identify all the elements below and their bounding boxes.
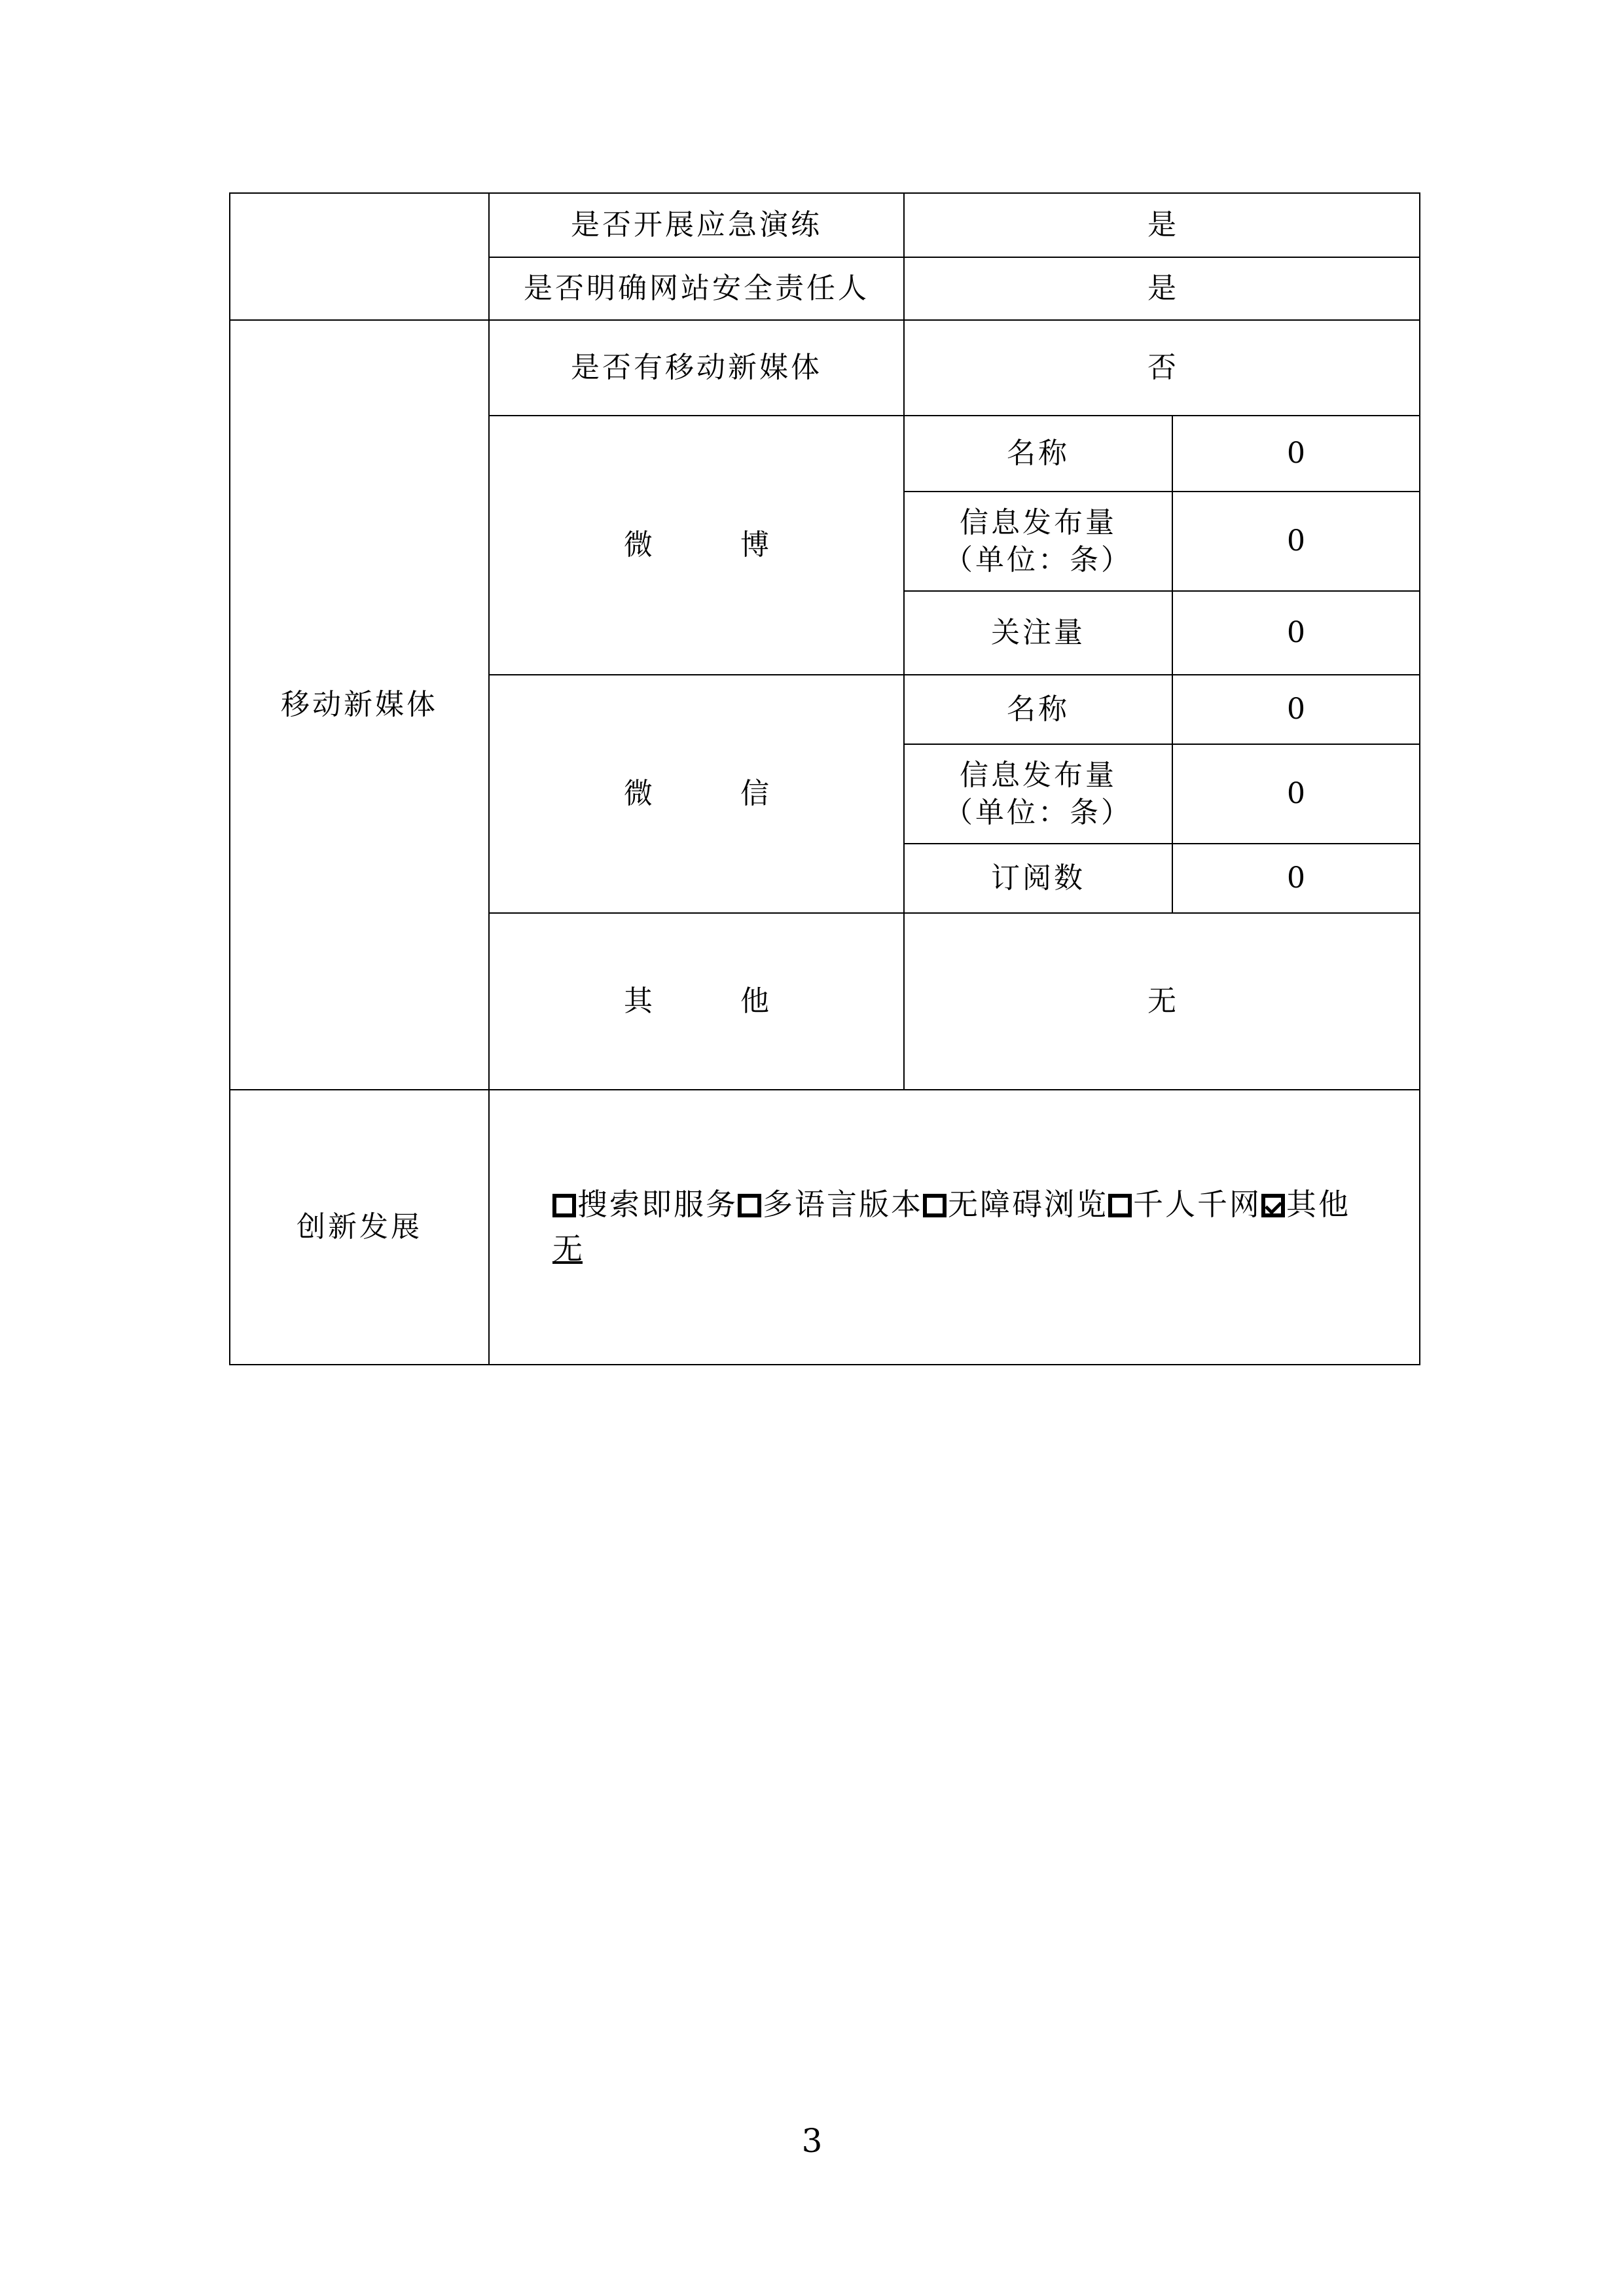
innovation-option[interactable]: 千人千网 [1108, 1187, 1261, 1222]
innovation-option[interactable]: 无障碍浏览 [923, 1187, 1108, 1222]
weibo-name-label: 名称 [904, 416, 1172, 492]
other-media-value: 无 [904, 913, 1420, 1090]
innovation-option[interactable]: 搜索即服务 [552, 1187, 738, 1222]
innovation-section-label: 创新发展 [230, 1090, 489, 1365]
security-officer-label: 是否明确网站安全责任人 [489, 257, 904, 320]
weibo-posts-value: 0 [1172, 492, 1420, 591]
weibo-posts-label-line1: 信息发布量 [960, 505, 1117, 539]
weibo-name-value: 0 [1172, 416, 1420, 492]
wechat-label: 微 信 [489, 675, 904, 913]
checkbox-icon[interactable] [923, 1194, 947, 1217]
wechat-posts-value: 0 [1172, 744, 1420, 844]
innovation-options [552, 1185, 1406, 1225]
drill-label: 是否开展应急演练 [489, 193, 904, 257]
wechat-name-label: 名称 [904, 675, 1172, 744]
mobile-section-label: 移动新媒体 [230, 320, 489, 1090]
wechat-subscribers-value: 0 [1172, 844, 1420, 913]
wechat-name-value: 0 [1172, 675, 1420, 744]
weibo-posts-label-line2: （单位：条） [944, 543, 1132, 577]
page-number: 3 [801, 2122, 823, 2160]
checkbox-checked-icon[interactable] [1261, 1194, 1285, 1217]
weibo-posts-label [904, 492, 1172, 591]
other-media-label: 其 他 [489, 913, 904, 1090]
report-table [229, 192, 1420, 1365]
weibo-label: 微 博 [489, 416, 904, 675]
checkbox-icon[interactable] [738, 1194, 761, 1217]
innovation-options-cell [489, 1090, 1420, 1365]
wechat-posts-label-line1: 信息发布量 [960, 758, 1117, 792]
innovation-option[interactable]: 多语言版本 [738, 1187, 923, 1222]
has-mobile-media-value: 否 [904, 320, 1420, 416]
security-officer-value: 是 [904, 257, 1420, 320]
checkbox-icon[interactable] [552, 1194, 576, 1217]
wechat-subscribers-label: 订阅数 [904, 844, 1172, 913]
checkbox-icon[interactable] [1108, 1194, 1132, 1217]
weibo-followers-label: 关注量 [904, 591, 1172, 675]
drill-value: 是 [904, 193, 1420, 257]
security-section-cell [230, 193, 489, 320]
innovation-option[interactable]: 其他 [1261, 1187, 1350, 1222]
wechat-posts-label-line2: （单位：条） [944, 796, 1132, 829]
weibo-followers-value: 0 [1172, 591, 1420, 675]
has-mobile-media-label: 是否有移动新媒体 [489, 320, 904, 416]
wechat-posts-label [904, 744, 1172, 844]
innovation-other-text: 无 [552, 1231, 583, 1266]
